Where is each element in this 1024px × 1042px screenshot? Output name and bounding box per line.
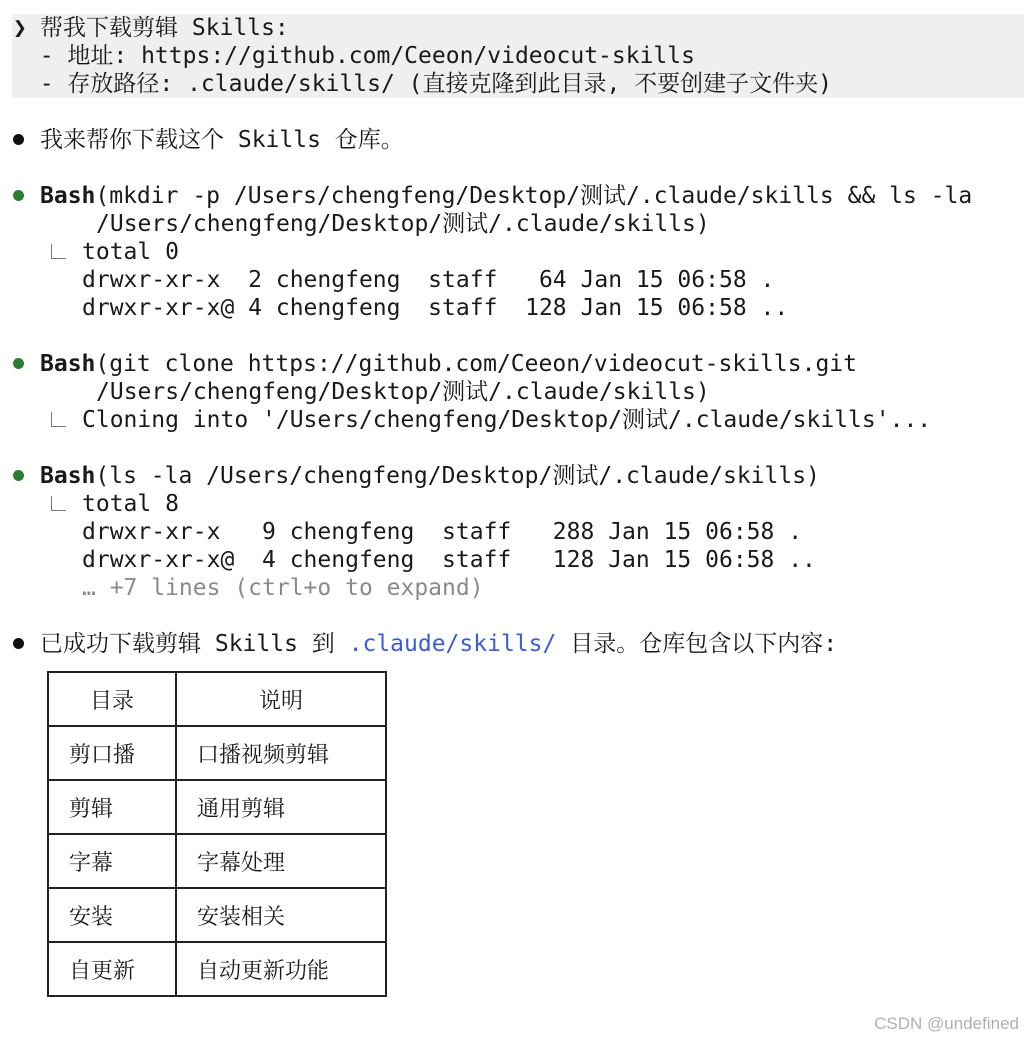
bash-call-2[interactable] bbox=[40, 350, 857, 378]
table-row bbox=[48, 834, 386, 888]
table-cell-description: 口播视频剪辑 bbox=[176, 726, 386, 780]
table-cell-description: 字幕处理 bbox=[176, 834, 386, 888]
prompt-line-2: - 地址: https://github.com/Ceeon/videocut-skills bbox=[12, 43, 695, 69]
tool-name: Bash bbox=[40, 183, 96, 209]
output-connector-icon bbox=[51, 496, 66, 511]
table-cell-directory: 安装 bbox=[48, 888, 176, 942]
table-cell-description: 自动更新功能 bbox=[176, 942, 386, 996]
table-row bbox=[48, 780, 386, 834]
prompt-line-3: - 存放路径: .claude/skills/ (直接克隆到此目录, 不要创建子文件夹) bbox=[12, 71, 833, 97]
bash-output-line: total 0 bbox=[82, 239, 179, 265]
table-header-cell: 目录 bbox=[48, 672, 176, 726]
bullet-dot-icon bbox=[13, 638, 24, 649]
tool-name: Bash bbox=[40, 463, 96, 489]
bash-output-line: drwxr-xr-x 2 chengfeng staff 64 Jan 15 06:58 . bbox=[82, 267, 775, 293]
bash-call-1[interactable] bbox=[40, 182, 972, 210]
bash-output-line: drwxr-xr-x@ 4 chengfeng staff 128 Jan 15 06:58 .. bbox=[82, 547, 816, 573]
tool-status-dot-icon bbox=[13, 190, 24, 201]
bash-output-line: total 8 bbox=[82, 491, 179, 517]
bash-output-line: drwxr-xr-x@ 4 chengfeng staff 128 Jan 15 06:58 .. bbox=[82, 295, 789, 321]
table-header-cell: 说明 bbox=[176, 672, 386, 726]
bash-command-continued: /Users/chengfeng/Desktop/测试/.claude/skills) bbox=[96, 379, 710, 405]
bash-output-line: drwxr-xr-x 9 chengfeng staff 288 Jan 15 06:58 . bbox=[82, 519, 803, 545]
tool-name: Bash bbox=[40, 351, 96, 377]
bash-command: (ls -la /Users/chengfeng/Desktop/测试/.claude/skills) bbox=[95, 463, 820, 489]
table-row bbox=[48, 942, 386, 996]
bash-output-line: Cloning into '/Users/chengfeng/Desktop/测试/.claude/skills'... bbox=[82, 407, 932, 433]
bullet-dot-icon bbox=[13, 134, 24, 145]
table-cell-directory: 剪口播 bbox=[48, 726, 176, 780]
tool-status-dot-icon bbox=[13, 470, 24, 481]
result-text-after: 目录。仓库包含以下内容: bbox=[556, 631, 838, 657]
table-cell-directory: 自更新 bbox=[48, 942, 176, 996]
prompt-line-1: 帮我下载剪辑 Skills: bbox=[40, 15, 289, 41]
bash-command-continued: /Users/chengfeng/Desktop/测试/.claude/skills) bbox=[96, 211, 710, 237]
table-cell-description: 安装相关 bbox=[176, 888, 386, 942]
table-cell-directory: 字幕 bbox=[48, 834, 176, 888]
assistant-result-text bbox=[40, 630, 837, 658]
table-cell-description: 通用剪辑 bbox=[176, 780, 386, 834]
bash-command: (git clone https://github.com/Ceeon/videocut-skills.git bbox=[95, 351, 857, 377]
prompt-chevron-icon: ❯ bbox=[13, 15, 27, 41]
table-row bbox=[48, 888, 386, 942]
bash-call-3[interactable] bbox=[40, 462, 820, 490]
result-text-before: 已成功下载剪辑 Skills 到 bbox=[40, 631, 349, 657]
skills-path-link[interactable]: .claude/skills/ bbox=[348, 631, 557, 657]
table-row bbox=[48, 726, 386, 780]
tool-status-dot-icon bbox=[13, 358, 24, 369]
skills-directory-table bbox=[47, 671, 387, 997]
bash-command: (mkdir -p /Users/chengfeng/Desktop/测试/.claude/skills && ls -la bbox=[95, 183, 973, 209]
watermark: CSDN @undefined bbox=[874, 1014, 1019, 1033]
output-connector-icon bbox=[51, 244, 66, 259]
assistant-intro-text: 我来帮你下载这个 Skills 仓库。 bbox=[40, 127, 404, 153]
table-cell-directory: 剪辑 bbox=[48, 780, 176, 834]
output-connector-icon bbox=[51, 412, 66, 427]
table-header-row bbox=[48, 672, 386, 726]
expand-more-lines[interactable]: … +7 lines (ctrl+o to expand) bbox=[82, 575, 484, 601]
